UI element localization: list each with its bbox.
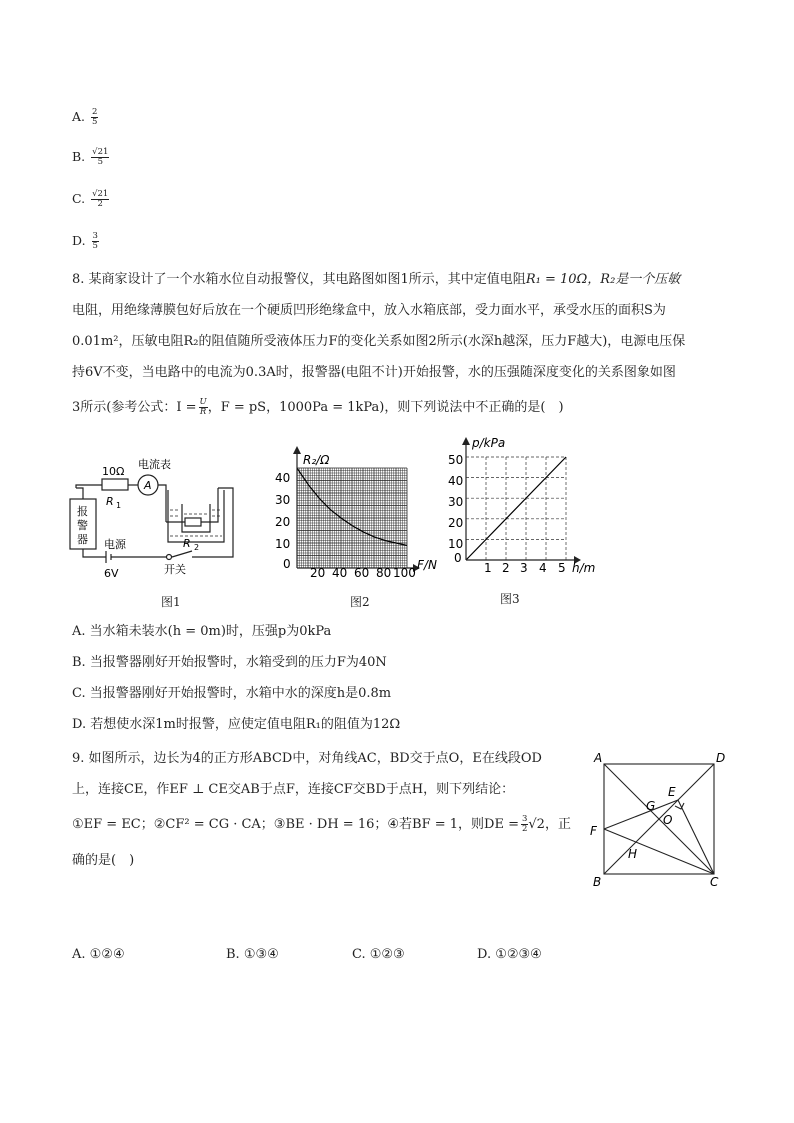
figure-3-chart — [440, 436, 600, 590]
point-f: F — [590, 824, 597, 838]
fig2-xtick-40: 40 — [332, 566, 348, 580]
fig3-ytick-0: 0 — [454, 551, 462, 565]
q7-option-d[interactable] — [72, 232, 99, 251]
q7-option-b[interactable] — [72, 148, 109, 167]
fig3-ylabel: p/kPa — [472, 436, 506, 450]
q8-line-4: 持6V不变，当电路中的电流为0.3A时，报警器(电阻不计)开始报警，水的压强随深度变化的关系图象如图 — [72, 365, 676, 380]
fig3-ytick-10: 10 — [448, 537, 464, 551]
figure-square-abcd — [590, 750, 730, 890]
alarm-char-2: 警 — [77, 519, 88, 532]
q8-line-2: 电阻，用绝缘薄膜包好后放在一个硬质凹形绝缘盒中，放入水箱底部，受力面水平，承受水压的面积S为 — [72, 303, 666, 318]
q8-option-d[interactable]: D. 若想使水深1m时报警，应使定值电阻R₁的阻值为12Ω — [72, 717, 401, 732]
fig3-ytick-50: 50 — [448, 453, 464, 467]
fig2-xtick-20: 20 — [310, 566, 326, 580]
q8-option-b[interactable]: B. 当报警器刚好开始报警时，水箱受到的压力F为40N — [72, 655, 387, 670]
fig2-ylabel: R₂/Ω — [303, 453, 330, 467]
q9-line-4: 确的是( ) — [72, 853, 135, 868]
option-fraction: $\frac{√21}{5}$ — [92, 147, 109, 167]
alarm-char-3: 器 — [77, 533, 88, 546]
fig2-ytick-40: 40 — [275, 471, 291, 485]
ammeter-label: 电流表 — [138, 458, 171, 471]
fig3-xtick-3: 3 — [520, 561, 528, 575]
q7-option-c[interactable] — [72, 190, 109, 209]
ammeter-symbol: A — [144, 479, 152, 492]
q9-line-2: 上，连接CE，作EF ⊥ CE交AB于点F，连接CF交BD于点H，则下列结论： — [72, 782, 515, 797]
fig3-ytick-20: 20 — [448, 516, 464, 530]
voltage-label: 6V — [104, 567, 119, 580]
option-fraction: $\frac{√21}{2}$ — [92, 189, 109, 209]
fig3-xtick-1: 1 — [484, 561, 492, 575]
fig3-xtick-2: 2 — [502, 561, 510, 575]
r1-subscript: 1 — [116, 501, 122, 510]
figure-1-circuit — [68, 450, 248, 600]
fig2-xtick-100: 100 — [393, 566, 416, 580]
figure-2-chart — [265, 448, 465, 598]
point-c: C — [710, 875, 719, 889]
q8-line-1: 8. 某商家设计了一个水箱水位自动报警仪，其电路图如图1所示，其中定值电阻R₁ = 10Ω，R₂是一个压敏 — [72, 272, 681, 287]
point-o: O — [663, 813, 673, 827]
switch — [172, 551, 192, 557]
fig2-xtick-80: 80 — [376, 566, 392, 580]
source-label: 电源 — [104, 538, 126, 551]
alarm-char-1: 报 — [77, 505, 88, 518]
point-g: G — [646, 799, 656, 813]
point-b: B — [593, 875, 602, 889]
q9-line-3: ①EF = EC；②CF² = CG · CA；③BE · DH = 16；④若BF = 1，则DE = $\frac{3}{2}$ √2，正 — [72, 814, 571, 834]
r2-label: R — [183, 537, 191, 550]
r1-label: R — [106, 495, 114, 508]
figure-3-caption: 图3 — [500, 592, 520, 606]
q7-option-a[interactable] — [72, 108, 98, 127]
fig2-xtick-60: 60 — [354, 566, 370, 580]
fig2-ytick-20: 20 — [275, 515, 291, 529]
fig3-xtick-4: 4 — [539, 561, 547, 575]
segment-fc — [604, 829, 714, 874]
figure-2-caption: 图2 — [350, 595, 370, 609]
point-a: A — [594, 751, 603, 765]
fig2-ytick-10: 10 — [275, 537, 291, 551]
q8-option-c[interactable]: C. 当报警器刚好开始报警时，水箱中水的深度h是0.8m — [72, 686, 392, 701]
fig3-ytick-30: 30 — [448, 495, 464, 509]
fig3-xtick-5: 5 — [558, 561, 566, 575]
figure-1-caption: 图1 — [161, 595, 181, 609]
option-fraction: $\frac{2}{5}$ — [92, 107, 98, 127]
point-e: E — [668, 785, 676, 799]
segment-ce — [678, 800, 714, 874]
point-h: H — [628, 847, 638, 861]
q8-option-a[interactable]: A. 当水箱未装水(h = 0m)时，压强p为0kPa — [72, 624, 332, 639]
resistor-r2 — [185, 518, 201, 526]
q9-option-b[interactable]: B. ①③④ — [226, 947, 279, 962]
option-label: B. — [72, 149, 86, 164]
q9-option-c[interactable]: C. ①②③ — [352, 947, 405, 962]
fig2-ytick-30: 30 — [275, 493, 291, 507]
r2-subscript: 2 — [194, 543, 200, 552]
battery-symbol — [106, 551, 111, 563]
option-label: C. — [72, 191, 86, 206]
resistor-label: 10Ω — [102, 465, 125, 478]
fig2-ytick-0: 0 — [283, 557, 291, 571]
q9-line-1: 9. 如图所示，边长为4的正方形ABCD中，对角线AC，BD交于点O，E在线段OD — [72, 751, 542, 766]
option-label: D. — [72, 233, 86, 248]
resistor-r1 — [102, 479, 128, 490]
fig3-ytick-40: 40 — [448, 474, 464, 488]
q9-option-d[interactable]: D. ①②③④ — [477, 947, 542, 962]
q8-line-5: 3所示(参考公式：I = $\frac{U}{R}$ ，F = pS，1000Pa = 1kPa)，则下列说法中不正确的是( ) — [72, 397, 564, 417]
fig2-xlabel: F/N — [417, 558, 437, 572]
q8-line-3: 0.01m²，压敏电阻R₂的阻值随所受液体压力F的变化关系如图2所示(水深h越深，压力F越大)，电源电压保 — [72, 334, 686, 349]
fig3-series-line — [466, 457, 566, 560]
q9-option-a[interactable]: A. ①②④ — [72, 947, 125, 962]
switch-label: 开关 — [164, 563, 186, 576]
point-d: D — [716, 751, 726, 765]
fig3-xlabel: h/m — [572, 561, 596, 575]
option-label: A. — [72, 109, 86, 124]
option-fraction: $\frac{3}{5}$ — [92, 231, 98, 251]
